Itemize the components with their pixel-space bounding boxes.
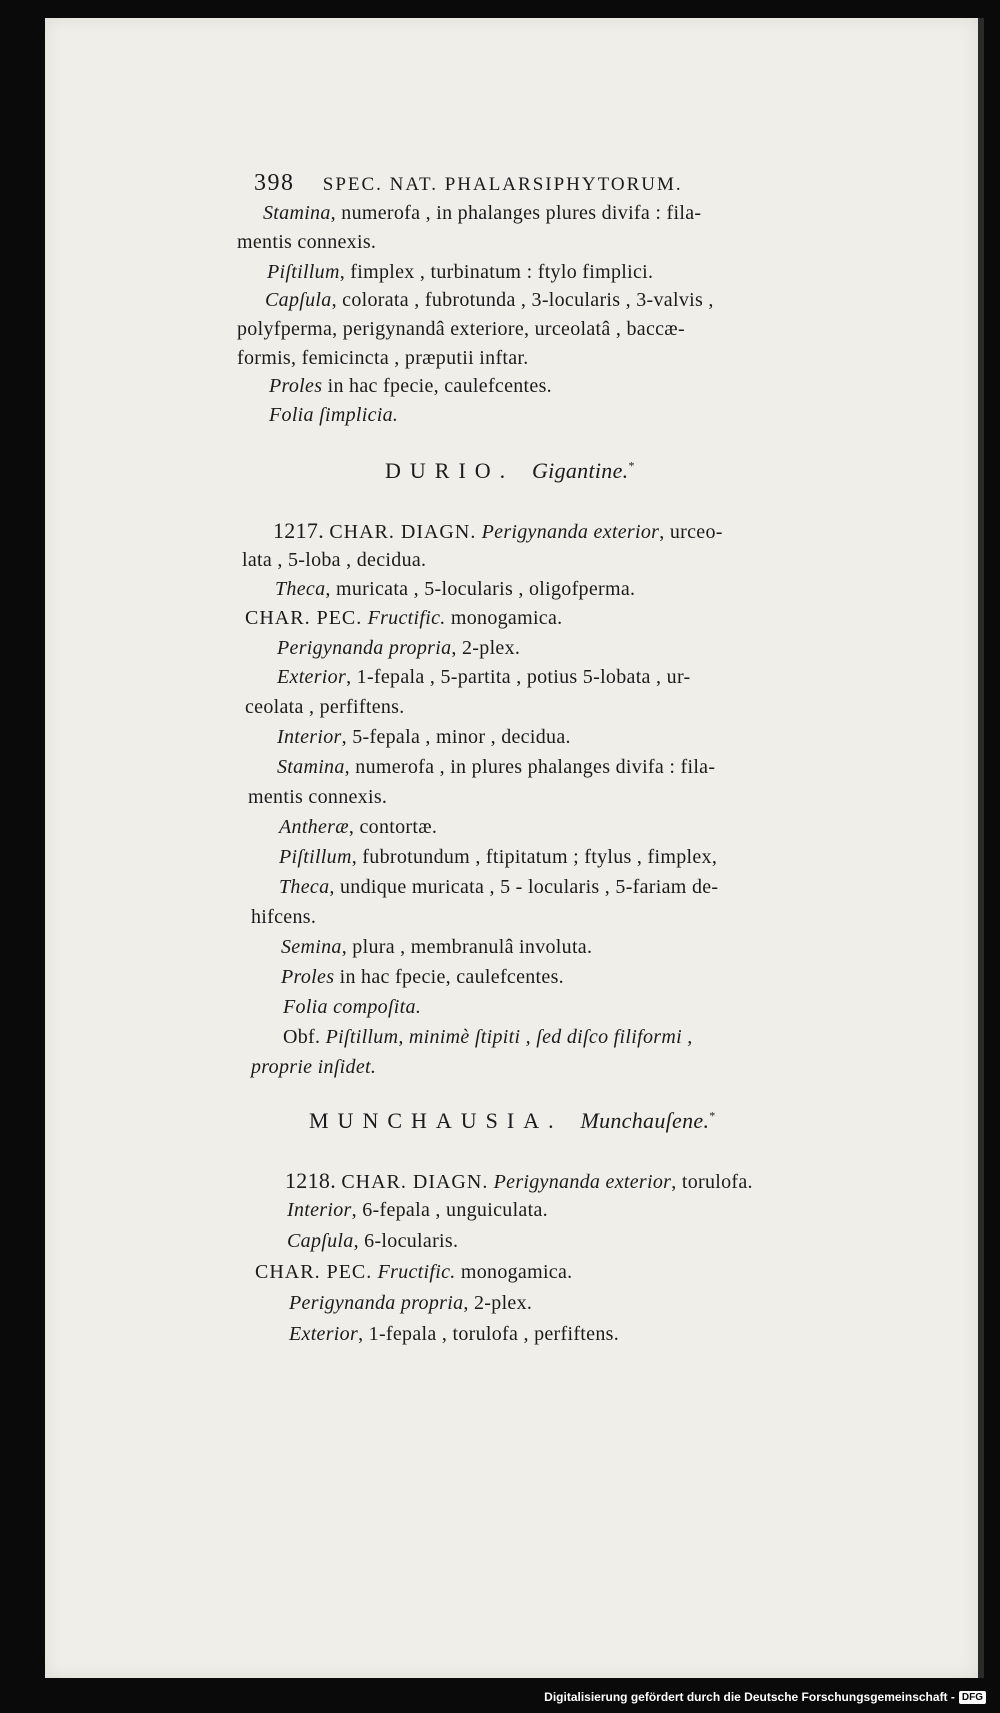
text-run: , 2-plex.: [463, 1292, 533, 1314]
char-diagn-label: CHAR. DIAGN.: [329, 521, 477, 543]
term-theca: Theca: [279, 876, 330, 898]
footnote-mark: *: [709, 1108, 716, 1123]
genus-heading: [309, 1108, 716, 1134]
term-stamina: Stamina: [263, 202, 331, 224]
text-line: [245, 696, 405, 719]
text-run: ceolata , perfiftens.: [245, 696, 405, 718]
genus-vernacular: Gigantine.: [531, 458, 629, 483]
text-line: [269, 375, 552, 398]
term-fructific: Fructific.: [367, 607, 446, 629]
text-run: polyfperma, perigynandâ exteriore, urceolatâ , baccæ-: [237, 318, 685, 340]
page-edge-shadow: [978, 18, 984, 1678]
text-line: [265, 289, 714, 312]
obs-label: Obf.: [283, 1026, 321, 1048]
text-run: , urceo-: [659, 521, 723, 543]
term-folia: Folia compoſita.: [283, 996, 422, 1018]
term-interior: Interior: [287, 1199, 352, 1221]
running-title: SPEC. NAT. PHALARSIPHYTORUM.: [322, 174, 683, 195]
text-run: , fubrotundum , ftipitatum ; ftylus , fimplex,: [351, 846, 718, 868]
text-run: , contortæ.: [348, 816, 438, 838]
text-run: , plura , membranulâ involuta.: [341, 936, 593, 958]
text-line: [237, 318, 685, 341]
text-line: [277, 726, 571, 749]
term-folia: Folia ſimplicia.: [269, 404, 399, 426]
term-stamina: Stamina: [277, 756, 345, 778]
term-interior: Interior: [277, 726, 342, 748]
text-line: [242, 549, 426, 572]
text-run: , undique muricata , 5 - locularis , 5-fariam de-: [329, 876, 719, 898]
text-line: [245, 607, 562, 630]
term-pistillum: Piſtillum: [267, 261, 340, 283]
text-run: numerofa , in phalanges plures divifa : fila-: [341, 202, 702, 224]
dfg-logo: DFG: [959, 1691, 986, 1704]
text-line: [283, 996, 421, 1019]
text-line: [269, 404, 398, 427]
text-line: [279, 876, 718, 899]
term-proles: Proles: [281, 966, 335, 988]
text-run: formis, femicincta , præputii inftar.: [237, 347, 529, 369]
text-run: lata , 5-loba , decidua.: [242, 549, 427, 571]
text-line: [267, 261, 653, 284]
text-line: [277, 666, 690, 689]
text-run: in hac fpecie, caulefcentes.: [339, 966, 564, 988]
genus-heading: [385, 458, 635, 484]
genus-vernacular: Munchauſene.: [580, 1108, 710, 1133]
text-line: [277, 756, 715, 779]
term-perigynanda-exterior: Perigynanda exterior: [493, 1171, 672, 1193]
text-run: , torulofa.: [671, 1171, 753, 1193]
text-line: [255, 1261, 572, 1284]
text-line: [289, 1292, 532, 1315]
text-line: [287, 1199, 548, 1222]
term-capsula: Capſula: [287, 1230, 354, 1252]
char-diagn-label: CHAR. DIAGN.: [341, 1171, 489, 1193]
entry-number: 1218.: [285, 1168, 336, 1193]
text-line: [279, 816, 437, 839]
term-antherae: Antheræ: [279, 816, 349, 838]
genus-name: MUNCHAUSIA.: [309, 1108, 563, 1133]
running-header: [254, 170, 683, 197]
text-run: hifcens.: [251, 906, 317, 928]
text-run: monogamica.: [450, 607, 563, 629]
text-line: [237, 231, 376, 254]
footer-text: Digitalisierung gefördert durch die Deutsche Forschungsgemeinschaft -: [544, 1690, 955, 1704]
text-line: Stamina, numerofa , in phalanges plures divifa : fila-: [263, 202, 702, 224]
term-exterior: Exterior: [289, 1323, 359, 1345]
term-perigynanda-propria: Perigynanda propria: [289, 1292, 464, 1314]
text-run: , minimè ſtipiti , ſed diſco filiformi ,: [398, 1026, 693, 1048]
text-line: [281, 966, 564, 989]
term-fructific: Fructific.: [377, 1261, 456, 1283]
text-run: , colorata , fubrotunda , 3-locularis , 3-valvis ,: [331, 289, 714, 311]
text-run: monogamica.: [460, 1261, 573, 1283]
text-line: [281, 936, 592, 959]
char-pec-label: CHAR. PEC.: [255, 1261, 373, 1283]
text-run: mentis connexis.: [237, 231, 377, 253]
genus-name: DURIO.: [385, 458, 515, 483]
term-perigynanda-exterior: Perigynanda exterior: [481, 521, 660, 543]
text-line: [237, 347, 529, 370]
term-proles: Proles: [269, 375, 323, 397]
text-run: , fimplex , turbinatum : ftylo fimplici.: [339, 261, 654, 283]
entry-number: 1217.: [273, 518, 324, 543]
text-run: , 6-fepala , unguiculata.: [351, 1199, 548, 1221]
footer-credit: [544, 1687, 986, 1707]
entry-1218-line: [285, 1168, 753, 1194]
text-line: [248, 786, 387, 809]
text-line: [289, 1323, 619, 1346]
text-run: , numerofa , in plures phalanges divifa : fila-: [344, 756, 716, 778]
text-run: , 6-locularis.: [353, 1230, 459, 1252]
char-pec-label: CHAR. PEC.: [245, 607, 363, 629]
entry-1217-line: [273, 518, 723, 544]
term-pistillum: Piſtillum: [279, 846, 352, 868]
page-number: 398: [254, 170, 295, 196]
text-line: [251, 1056, 376, 1079]
term-theca: Theca: [275, 578, 326, 600]
term-capsula: Capſula: [265, 289, 332, 311]
text-line: [251, 906, 316, 929]
text-run: , muricata , 5-locularis , oligofperma.: [325, 578, 636, 600]
text-run: in hac fpecie, caulefcentes.: [327, 375, 552, 397]
text-run: mentis connexis.: [248, 786, 388, 808]
text-run: , 1-fepala , torulofa , perfiftens.: [358, 1323, 620, 1345]
text-run: , 2-plex.: [451, 637, 521, 659]
text-run: , 5-fepala , minor , decidua.: [341, 726, 571, 748]
book-page: [45, 18, 978, 1678]
text-line: [279, 846, 717, 869]
observation-line: [283, 1026, 693, 1049]
text-run: proprie inſidet.: [251, 1056, 377, 1078]
term-exterior: Exterior: [277, 666, 347, 688]
term-pistillum: Piſtillum: [325, 1026, 399, 1048]
text-line: [275, 578, 635, 601]
term-perigynanda-propria: Perigynanda propria: [277, 637, 452, 659]
term-semina: Semina: [281, 936, 342, 958]
footnote-mark: *: [628, 458, 635, 473]
text-run: , 1-fepala , 5-partita , potius 5-lobata , ur-: [346, 666, 691, 688]
text-line: [287, 1230, 458, 1253]
text-line: [277, 637, 520, 660]
